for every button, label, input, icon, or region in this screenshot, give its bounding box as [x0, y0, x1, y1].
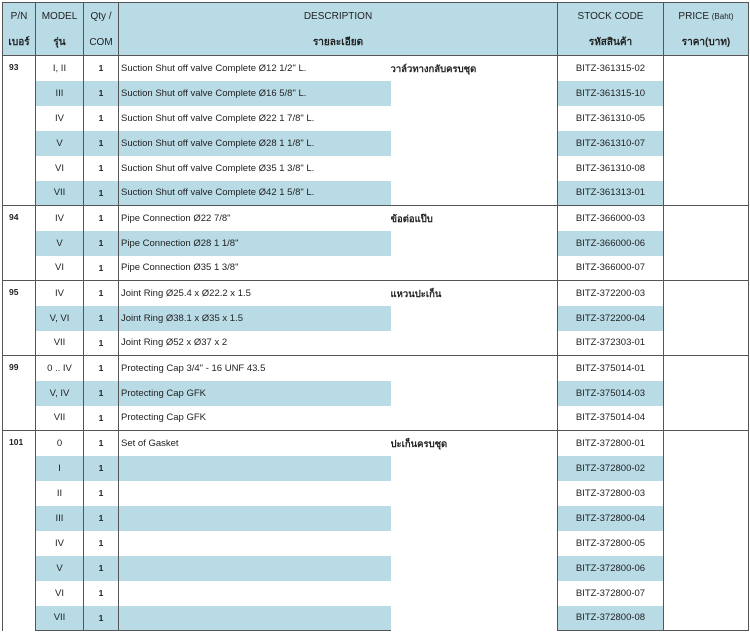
description-cell — [119, 456, 391, 481]
stock-code-cell: BITZ-372800-04 — [558, 506, 664, 531]
qty-cell: 1 — [84, 281, 119, 306]
description-cell — [119, 581, 391, 606]
part-number: 95 — [3, 281, 36, 356]
qty-cell: 1 — [84, 381, 119, 406]
table-row — [3, 181, 749, 206]
stock-code-cell: BITZ-372800-08 — [558, 606, 664, 631]
price-cell — [664, 556, 749, 581]
price-cell — [664, 181, 749, 206]
description-cell: Joint Ring Ø52 x Ø37 x 2 — [119, 331, 391, 356]
price-cell — [664, 156, 749, 181]
description-cell: Protecting Cap GFK — [119, 406, 391, 431]
description-cell: Suction Shut off valve Complete Ø42 1 5/8" L. — [119, 181, 391, 206]
table-row — [3, 156, 749, 181]
description-cell: Suction Shut off valve Complete Ø22 1 7/8" L. — [119, 106, 391, 131]
thai-description — [391, 356, 558, 431]
price-cell — [664, 431, 749, 456]
description-cell: Pipe Connection Ø35 1 3/8" — [119, 256, 391, 281]
description-cell: Protecting Cap 3/4" - 16 UNF 43.5 — [119, 356, 391, 381]
stock-code-cell: BITZ-366000-06 — [558, 231, 664, 256]
model-cell: VII — [36, 406, 84, 431]
description-cell: Suction Shut off valve Complete Ø16 5/8" L. — [119, 81, 391, 106]
stock-code-cell: BITZ-372800-03 — [558, 481, 664, 506]
thai-description: แหวนปะเก็น — [391, 281, 558, 356]
qty-cell: 1 — [84, 56, 119, 81]
qty-cell: 1 — [84, 181, 119, 206]
model-cell: II — [36, 481, 84, 506]
table-row — [3, 406, 749, 431]
header-price-thai: ราคา(บาท) — [664, 29, 749, 56]
description-cell: Suction Shut off valve Complete Ø35 1 3/8" L. — [119, 156, 391, 181]
stock-code-cell: BITZ-372800-06 — [558, 556, 664, 581]
stock-code-cell: BITZ-372800-07 — [558, 581, 664, 606]
qty-cell: 1 — [84, 156, 119, 181]
table-row — [3, 381, 749, 406]
qty-cell: 1 — [84, 306, 119, 331]
description-cell — [119, 506, 391, 531]
stock-code-cell: BITZ-361310-07 — [558, 131, 664, 156]
price-cell — [664, 356, 749, 381]
price-cell — [664, 606, 749, 631]
qty-cell: 1 — [84, 531, 119, 556]
stock-code-cell: BITZ-361310-05 — [558, 106, 664, 131]
description-cell: Pipe Connection Ø22 7/8" — [119, 206, 391, 231]
qty-cell: 1 — [84, 581, 119, 606]
price-cell — [664, 281, 749, 306]
thai-description: ปะเก็นครบชุด — [391, 431, 558, 631]
qty-cell: 1 — [84, 606, 119, 631]
price-cell — [664, 381, 749, 406]
table-row — [3, 81, 749, 106]
model-cell: IV — [36, 281, 84, 306]
table-row — [3, 581, 749, 606]
price-cell — [664, 406, 749, 431]
table-row — [3, 431, 749, 456]
model-cell: VII — [36, 181, 84, 206]
table-body — [3, 56, 749, 631]
qty-cell: 1 — [84, 431, 119, 456]
model-cell: VI — [36, 581, 84, 606]
model-cell: V, IV — [36, 381, 84, 406]
stock-code-cell: BITZ-361315-02 — [558, 56, 664, 81]
description-cell: Suction Shut off valve Complete Ø28 1 1/8" L. — [119, 131, 391, 156]
header-price — [664, 3, 749, 30]
header-qty-unit: COM — [84, 29, 119, 56]
table-row — [3, 481, 749, 506]
table-row — [3, 131, 749, 156]
table-row — [3, 356, 749, 381]
description-cell: Pipe Connection Ø28 1 1/8" — [119, 231, 391, 256]
table-header — [3, 3, 749, 56]
model-cell: VI — [36, 256, 84, 281]
header-price-unit: (Baht) — [711, 11, 734, 21]
stock-code-cell: BITZ-372303-01 — [558, 331, 664, 356]
model-cell: VII — [36, 331, 84, 356]
header-stock-code: STOCK CODE — [558, 3, 664, 30]
table-row — [3, 106, 749, 131]
stock-code-cell: BITZ-366000-07 — [558, 256, 664, 281]
table-row — [3, 556, 749, 581]
header-model-thai: รุ่น — [36, 29, 84, 56]
header-description: DESCRIPTION — [119, 3, 558, 30]
model-cell: VI — [36, 156, 84, 181]
model-cell: III — [36, 81, 84, 106]
qty-cell: 1 — [84, 131, 119, 156]
part-number: 93 — [3, 56, 36, 206]
header-description-thai: รายละเอียด — [119, 29, 558, 56]
table-row — [3, 56, 749, 81]
model-cell: V — [36, 556, 84, 581]
parts-table — [2, 2, 749, 631]
header-stock-code-thai: รหัสสินค้า — [558, 29, 664, 56]
table-row — [3, 281, 749, 306]
price-cell — [664, 306, 749, 331]
stock-code-cell: BITZ-372800-02 — [558, 456, 664, 481]
price-cell — [664, 581, 749, 606]
table-row — [3, 206, 749, 231]
stock-code-cell: BITZ-372200-04 — [558, 306, 664, 331]
price-cell — [664, 81, 749, 106]
price-cell — [664, 231, 749, 256]
model-cell: V — [36, 131, 84, 156]
qty-cell: 1 — [84, 356, 119, 381]
price-cell — [664, 256, 749, 281]
table-row — [3, 606, 749, 631]
table-row — [3, 306, 749, 331]
price-cell — [664, 331, 749, 356]
description-cell — [119, 481, 391, 506]
stock-code-cell: BITZ-361313-01 — [558, 181, 664, 206]
model-cell: V — [36, 231, 84, 256]
price-cell — [664, 456, 749, 481]
description-cell: Joint Ring Ø25.4 x Ø22.2 x 1.5 — [119, 281, 391, 306]
qty-cell: 1 — [84, 481, 119, 506]
description-cell: Protecting Cap GFK — [119, 381, 391, 406]
table-row — [3, 531, 749, 556]
description-cell: Joint Ring Ø38.1 x Ø35 x 1.5 — [119, 306, 391, 331]
description-cell — [119, 606, 391, 631]
model-cell: V, VI — [36, 306, 84, 331]
qty-cell: 1 — [84, 81, 119, 106]
stock-code-cell: BITZ-375014-04 — [558, 406, 664, 431]
table-row — [3, 456, 749, 481]
stock-code-cell: BITZ-372800-05 — [558, 531, 664, 556]
qty-cell: 1 — [84, 331, 119, 356]
price-cell — [664, 531, 749, 556]
stock-code-cell: BITZ-361310-08 — [558, 156, 664, 181]
qty-cell: 1 — [84, 556, 119, 581]
header-pn: P/N — [3, 3, 36, 30]
stock-code-cell: BITZ-375014-03 — [558, 381, 664, 406]
qty-cell: 1 — [84, 506, 119, 531]
qty-cell: 1 — [84, 406, 119, 431]
part-number: 94 — [3, 206, 36, 281]
model-cell: 0 — [36, 431, 84, 456]
stock-code-cell: BITZ-372800-01 — [558, 431, 664, 456]
qty-cell: 1 — [84, 106, 119, 131]
model-cell: IV — [36, 206, 84, 231]
thai-description: ข้อต่อแป๊บ — [391, 206, 558, 281]
model-cell: III — [36, 506, 84, 531]
price-cell — [664, 56, 749, 81]
price-cell — [664, 106, 749, 131]
description-cell — [119, 556, 391, 581]
header-price-label: PRICE — [678, 10, 709, 22]
part-number: 101 — [3, 431, 36, 631]
qty-cell: 1 — [84, 231, 119, 256]
stock-code-cell: BITZ-366000-03 — [558, 206, 664, 231]
header-qty: Qty / — [84, 3, 119, 30]
stock-code-cell: BITZ-375014-01 — [558, 356, 664, 381]
table-row — [3, 256, 749, 281]
description-cell — [119, 531, 391, 556]
model-cell: I, II — [36, 56, 84, 81]
table-row — [3, 331, 749, 356]
header-model: MODEL — [36, 3, 84, 30]
qty-cell: 1 — [84, 256, 119, 281]
description-cell: Suction Shut off valve Complete Ø12 1/2" L. — [119, 56, 391, 81]
model-cell: IV — [36, 106, 84, 131]
price-cell — [664, 131, 749, 156]
stock-code-cell: BITZ-361315-10 — [558, 81, 664, 106]
qty-cell: 1 — [84, 456, 119, 481]
model-cell: VII — [36, 606, 84, 631]
model-cell: 0 .. IV — [36, 356, 84, 381]
table-row — [3, 506, 749, 531]
qty-cell: 1 — [84, 206, 119, 231]
price-cell — [664, 481, 749, 506]
description-cell: Set of Gasket — [119, 431, 391, 456]
part-number: 99 — [3, 356, 36, 431]
model-cell: IV — [36, 531, 84, 556]
price-cell — [664, 506, 749, 531]
stock-code-cell: BITZ-372200-03 — [558, 281, 664, 306]
price-cell — [664, 206, 749, 231]
model-cell: I — [36, 456, 84, 481]
table-row — [3, 231, 749, 256]
thai-description: วาล์วทางกลับครบชุด — [391, 56, 558, 206]
header-pn-thai: เบอร์ — [3, 29, 36, 56]
